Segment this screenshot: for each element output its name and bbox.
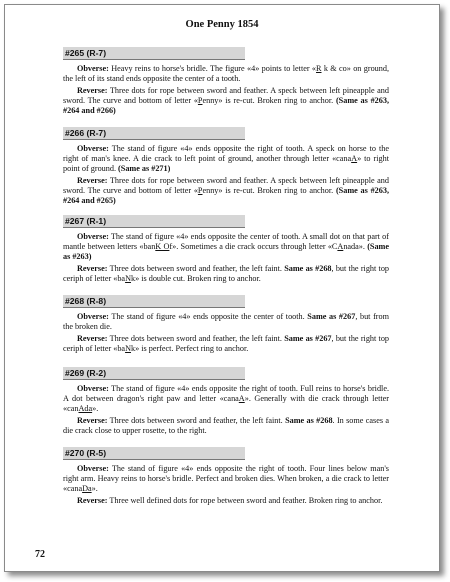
obverse-text (63, 144, 389, 174)
bold-text: (Same as #263, #264 and #266) (63, 96, 390, 115)
text-run: The stand of figure «4» ends opposite the right of tooth. Full reins to horse's bridle. A dot between dragon's right paw and letter «cana (63, 384, 389, 403)
underlined-letter: P (197, 96, 203, 105)
text-run: Heavy reins to horse's bridle. The figure «4» points to letter « (108, 64, 317, 73)
obverse-text (63, 64, 389, 84)
reverse-text (63, 176, 389, 206)
text-run: , but the right top ceriph of letter «ba (63, 334, 390, 353)
text-run: k» is double cut. Broken ring to anchor. (130, 274, 261, 283)
underlined-letter: A (238, 394, 245, 403)
bold-text: Same as #267 (307, 312, 356, 321)
text-run: The stand of figure «4» ends opposite the right of tooth. A speck on horse to the right of man's knee. A die crack to left point of ground, another through letter «cana (63, 144, 389, 163)
bold-text: Obverse: (77, 232, 109, 241)
text-run: ». (91, 484, 98, 493)
text-run: Three dots between sword and feather, the left faint. (107, 416, 286, 425)
text-run: The stand of figure «4» ends opposite the right of tooth. Four lines below man's right arm. Heavy reins to horse's bridle. Perfect and broken dies. When broken, a die crack to letter «cana (63, 464, 389, 493)
text-run: Three dots for rope between sword and feather. A speck between left pineapple and sword. The curve and bottom of letter « (63, 86, 389, 105)
text-run: enny» is re-cut. Broken ring to anchor. (202, 186, 336, 195)
text-run: The stand of figure «4» ends opposite the center of tooth. (108, 312, 308, 321)
reverse-text (63, 334, 389, 354)
text-run: k & co» on ground, the left of its stand ends opposite the center of a tooth. (63, 64, 389, 83)
text-run: Three well defined dots for rope between sword and feather. Broken ring to anchor. (107, 496, 383, 505)
bold-text: Same as #268 (284, 264, 332, 273)
entry-header: #270 (R-5) (63, 447, 245, 460)
bold-text: Reverse: (77, 496, 108, 505)
reverse-text (63, 416, 389, 436)
obverse-text (63, 384, 389, 414)
bold-text: Obverse: (77, 64, 109, 73)
underlined-letter: Da (82, 484, 92, 493)
obverse-text (63, 464, 389, 494)
bold-text: Reverse: (77, 416, 108, 425)
underlined-letter: N (125, 274, 131, 283)
bold-text: Obverse: (77, 312, 109, 321)
text-run: . In some cases a die crack close to upper rosette, to the right. (63, 416, 390, 435)
underlined-letter: A (351, 154, 358, 163)
underlined-letter: Ada (78, 404, 93, 413)
bold-text: Reverse: (77, 264, 108, 273)
entry (63, 47, 389, 118)
reverse-text (63, 86, 389, 116)
text-run: Three dots between sword and feather, the left faint. (107, 334, 285, 343)
page-title: One Penny 1854 (185, 19, 259, 30)
underlined-letter: K O (155, 242, 170, 251)
text-run: k» is perfect. Perfect ring to anchor. (130, 344, 249, 353)
bold-text: Same as #267 (284, 334, 332, 343)
entry (63, 215, 389, 286)
obverse-text (63, 232, 389, 262)
bold-text: Obverse: (77, 144, 109, 153)
bold-text: Obverse: (77, 384, 109, 393)
bold-text: Reverse: (77, 86, 108, 95)
text-run: ». Generally with die crack through letter «can (63, 394, 389, 413)
reverse-text (63, 264, 389, 284)
entry-header: #269 (R-2) (63, 367, 245, 380)
bold-text: Same as #268 (285, 416, 333, 425)
bold-text: Reverse: (77, 334, 108, 343)
underlined-letter: P (197, 186, 203, 195)
entry (63, 295, 389, 356)
reverse-text (63, 496, 389, 506)
underlined-letter: R (316, 64, 322, 73)
entry-header: #266 (R-7) (63, 127, 245, 140)
text-run: , but the right top ceriph of letter «ba (63, 264, 390, 283)
entry (63, 127, 389, 208)
page (4, 4, 440, 572)
entry-header: #265 (R-7) (63, 47, 245, 60)
text-run: nada». (343, 242, 368, 251)
text-run: » to right point of ground. (63, 154, 389, 173)
obverse-text (63, 312, 389, 332)
entry (63, 367, 389, 438)
text-run: The stand of figure «4» ends opposite the center of tooth. A small dot on that part of mantle between letters «ban (63, 232, 389, 251)
text-run: Three dots between sword and feather, the left faint. (107, 264, 285, 273)
underlined-letter: A (337, 242, 344, 251)
text-run: Three dots for rope between sword and feather. A speck between left pineapple and sword. The curve and bottom of letter « (63, 176, 389, 195)
underlined-letter: N (125, 344, 131, 353)
bold-text: Obverse: (77, 464, 109, 473)
bold-text: Reverse: (77, 176, 108, 185)
bold-text: (Same as #263, #264 and #265) (63, 186, 390, 205)
entry (63, 447, 389, 508)
text-run: ». (92, 404, 99, 413)
bold-text: (Same as #263) (63, 242, 390, 261)
text-run: enny» is re-cut. Broken ring to anchor. (202, 96, 336, 105)
text-run: f». Sometimes a die crack occurs through letter «C (169, 242, 338, 251)
entry-header: #267 (R-1) (63, 215, 245, 228)
text-run: , but from the broken die. (63, 312, 389, 331)
page-number: 72 (35, 549, 45, 560)
entry-header: #268 (R-8) (63, 295, 245, 308)
bold-text: (Same as #271) (118, 164, 171, 173)
